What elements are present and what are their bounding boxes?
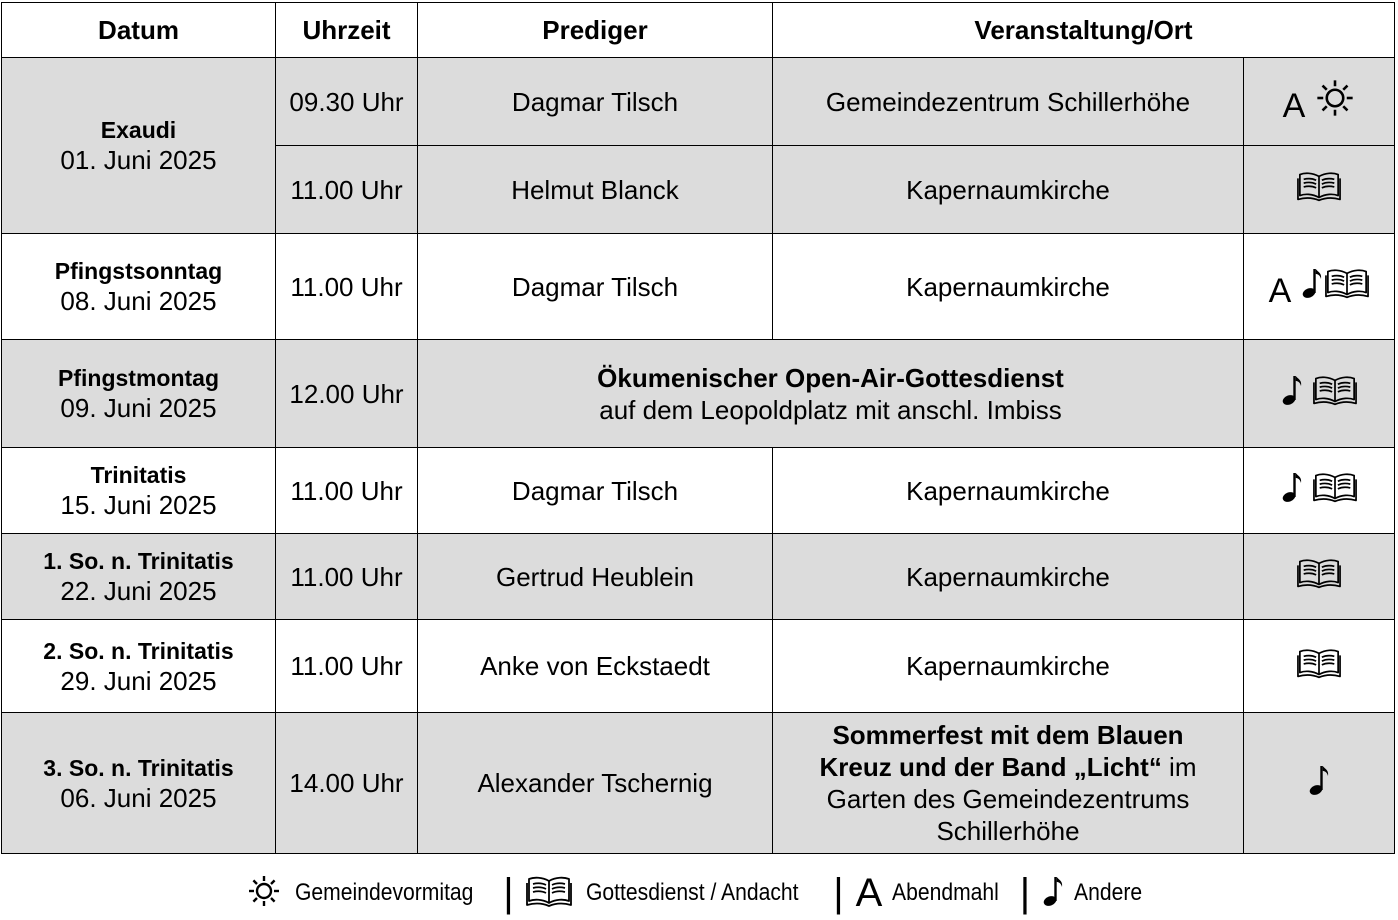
legend-item-abendmahl xyxy=(855,871,1014,915)
day-name: 3. So. n. Trinitatis xyxy=(43,754,234,781)
sun-icon xyxy=(247,874,281,913)
icons-cell xyxy=(1244,534,1395,620)
day-date: 29. Juni 2025 xyxy=(60,665,217,696)
day-date: 15. Juni 2025 xyxy=(60,490,217,520)
legend-label: Gottesdienst / Andacht xyxy=(585,879,799,906)
day-name: Pfingstsonntag xyxy=(54,258,223,284)
legend-item-gemeindevormittag xyxy=(247,874,498,913)
time-cell: 09.30 Uhr xyxy=(276,58,418,146)
music-note-icon xyxy=(1281,470,1303,511)
music-note-icon xyxy=(1042,874,1064,913)
event-title: Ökumenischer Open-Air-Gottesdienst xyxy=(597,362,1064,393)
table-row xyxy=(2,448,1395,534)
day-name: 2. So. n. Trinitatis xyxy=(43,637,234,664)
date-cell xyxy=(2,234,276,340)
day-name: Exaudi xyxy=(100,117,177,143)
event-title: Sommerfest mit dem Blauen Kreuz und der Band „Licht“ xyxy=(819,720,1184,782)
legend-separator: | xyxy=(503,871,514,915)
worship-schedule-table xyxy=(1,2,1395,854)
music-note-icon xyxy=(1301,266,1323,307)
day-date: 09. Juni 2025 xyxy=(60,393,217,423)
music-note-icon xyxy=(1308,763,1330,804)
day-name: Pfingstmontag xyxy=(58,365,219,391)
legend xyxy=(0,868,1398,918)
header-datum: Datum xyxy=(2,3,276,58)
time-cell: 12.00 Uhr xyxy=(276,340,418,448)
date-cell xyxy=(2,620,276,713)
book-icon xyxy=(1297,557,1341,596)
legend-separator: | xyxy=(1019,871,1031,915)
icons-cell xyxy=(1244,340,1395,448)
preacher-cell: Helmut Blanck xyxy=(418,146,773,234)
table-row xyxy=(2,620,1395,713)
book-icon xyxy=(1297,170,1341,209)
letter-a-icon: A xyxy=(855,871,883,915)
date-cell xyxy=(2,448,276,534)
book-icon xyxy=(1313,471,1357,510)
time-cell: 11.00 Uhr xyxy=(276,146,418,234)
time-cell: 11.00 Uhr xyxy=(276,620,418,713)
day-date: 01. Juni 2025 xyxy=(60,145,217,175)
place-cell: Gemeindezentrum Schillerhöhe xyxy=(773,58,1244,146)
music-note-icon xyxy=(1281,373,1303,414)
day-name: 1. So. n. Trinitatis xyxy=(43,548,234,574)
legend-item-gottesdienst xyxy=(526,875,828,912)
icons-cell xyxy=(1244,146,1395,234)
legend-item-andere xyxy=(1042,874,1151,913)
event-cell xyxy=(418,340,1244,448)
header-uhrzeit: Uhrzeit xyxy=(276,3,418,58)
legend-label: Gemeindevormitag xyxy=(294,879,473,906)
place-cell xyxy=(773,713,1244,854)
book-icon xyxy=(526,875,572,912)
date-cell xyxy=(2,58,276,234)
time-cell: 14.00 Uhr xyxy=(276,713,418,854)
preacher-cell: Gertrud Heublein xyxy=(418,534,773,620)
legend-label: Abendmahl xyxy=(892,879,1000,906)
icons-cell xyxy=(1244,620,1395,713)
date-cell xyxy=(2,534,276,620)
header-row xyxy=(2,3,1395,58)
place-cell: Kapernaumkirche xyxy=(773,534,1244,620)
date-cell xyxy=(2,340,276,448)
table-row xyxy=(2,234,1395,340)
event-description: auf dem Leopoldplatz mit anschl. Imbiss xyxy=(599,394,1062,425)
table-row xyxy=(2,713,1395,854)
preacher-cell: Anke von Eckstaedt xyxy=(418,620,773,713)
event-description: im Garten des Gemeindezentrums Schillerhöhe xyxy=(826,752,1197,846)
sun-icon xyxy=(1315,78,1355,125)
day-date: 08. Juni 2025 xyxy=(60,286,217,316)
table-row xyxy=(2,58,1395,146)
place-cell: Kapernaumkirche xyxy=(773,146,1244,234)
preacher-cell: Alexander Tschernig xyxy=(418,713,773,854)
header-veranstaltung: Veranstaltung/Ort xyxy=(773,3,1395,58)
preacher-cell: Dagmar Tilsch xyxy=(418,234,773,340)
day-date: 06. Juni 2025 xyxy=(60,782,217,813)
legend-separator: | xyxy=(833,871,844,915)
legend-label: Andere xyxy=(1074,879,1143,906)
time-cell: 11.00 Uhr xyxy=(276,234,418,340)
icons-cell xyxy=(1244,713,1395,854)
table-row xyxy=(2,340,1395,448)
place-cell: Kapernaumkirche xyxy=(773,448,1244,534)
table-row xyxy=(2,534,1395,620)
day-name: Trinitatis xyxy=(90,462,187,488)
time-cell: 11.00 Uhr xyxy=(276,448,418,534)
icons-cell xyxy=(1244,58,1395,146)
place-cell: Kapernaumkirche xyxy=(773,620,1244,713)
preacher-cell: Dagmar Tilsch xyxy=(418,448,773,534)
date-cell xyxy=(2,713,276,854)
day-date: 22. Juni 2025 xyxy=(60,576,217,606)
book-icon xyxy=(1313,374,1357,413)
place-cell: Kapernaumkirche xyxy=(773,234,1244,340)
book-icon xyxy=(1325,267,1369,306)
icons-cell xyxy=(1244,448,1395,534)
book-icon xyxy=(1297,647,1341,686)
icons-cell xyxy=(1244,234,1395,340)
letter-a-icon: A xyxy=(1282,86,1306,125)
time-cell: 11.00 Uhr xyxy=(276,534,418,620)
preacher-cell: Dagmar Tilsch xyxy=(418,58,773,146)
letter-a-icon: A xyxy=(1268,271,1292,310)
header-prediger: Prediger xyxy=(418,3,773,58)
